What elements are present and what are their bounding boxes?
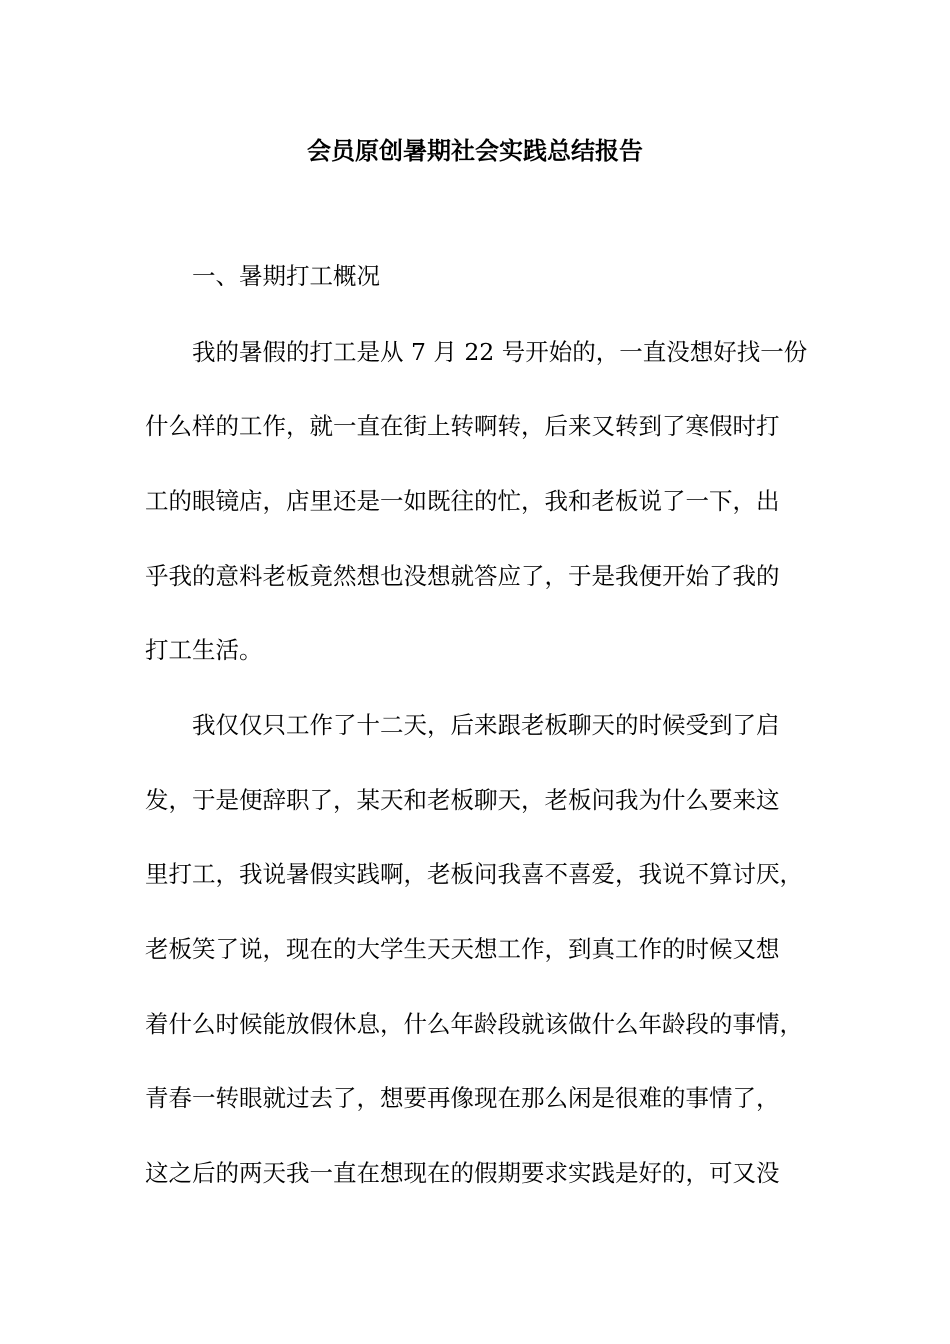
paragraph-1-line-2: 什么样的工作，就一直在街上转啊转，后来又转到了寒假时打 xyxy=(145,412,780,440)
paragraph-1-line-5: 打工生活。 xyxy=(145,636,263,664)
paragraph-2-line-4: 老板笑了说，现在的大学生天天想工作，到真工作的时候又想 xyxy=(145,935,780,963)
section-heading: 一、暑期打工概况 xyxy=(192,262,380,290)
paragraph-2-line-6: 青春一转眼就过去了，想要再像现在那么闲是很难的事情了， xyxy=(145,1084,780,1112)
paragraph-2-line-7: 这之后的两天我一直在想现在的假期要求实践是好的，可又没 xyxy=(145,1159,780,1187)
paragraph-1-line-4: 乎我的意料老板竟然想也没想就答应了，于是我便开始了我的 xyxy=(145,562,780,590)
paragraph-1-line-1: 我的暑假的打工是从 7 月 22 号开始的，一直没想好找一份 xyxy=(192,338,808,366)
paragraph-2-line-1: 我仅仅只工作了十二天，后来跟老板聊天的时候受到了启 xyxy=(192,711,780,739)
paragraph-2-line-3: 里打工，我说暑假实践啊，老板问我喜不喜爱，我说不算讨厌， xyxy=(145,860,803,888)
paragraph-2-line-2: 发，于是便辞职了，某天和老板聊天，老板问我为什么要来这 xyxy=(145,786,780,814)
document-title: 会员原创暑期社会实践总结报告 xyxy=(307,136,643,165)
paragraph-2-line-5: 着什么时候能放假休息，什么年龄段就该做什么年龄段的事情， xyxy=(145,1010,803,1038)
paragraph-1-line-3: 工的眼镜店，店里还是一如既往的忙，我和老板说了一下，出 xyxy=(145,487,780,515)
